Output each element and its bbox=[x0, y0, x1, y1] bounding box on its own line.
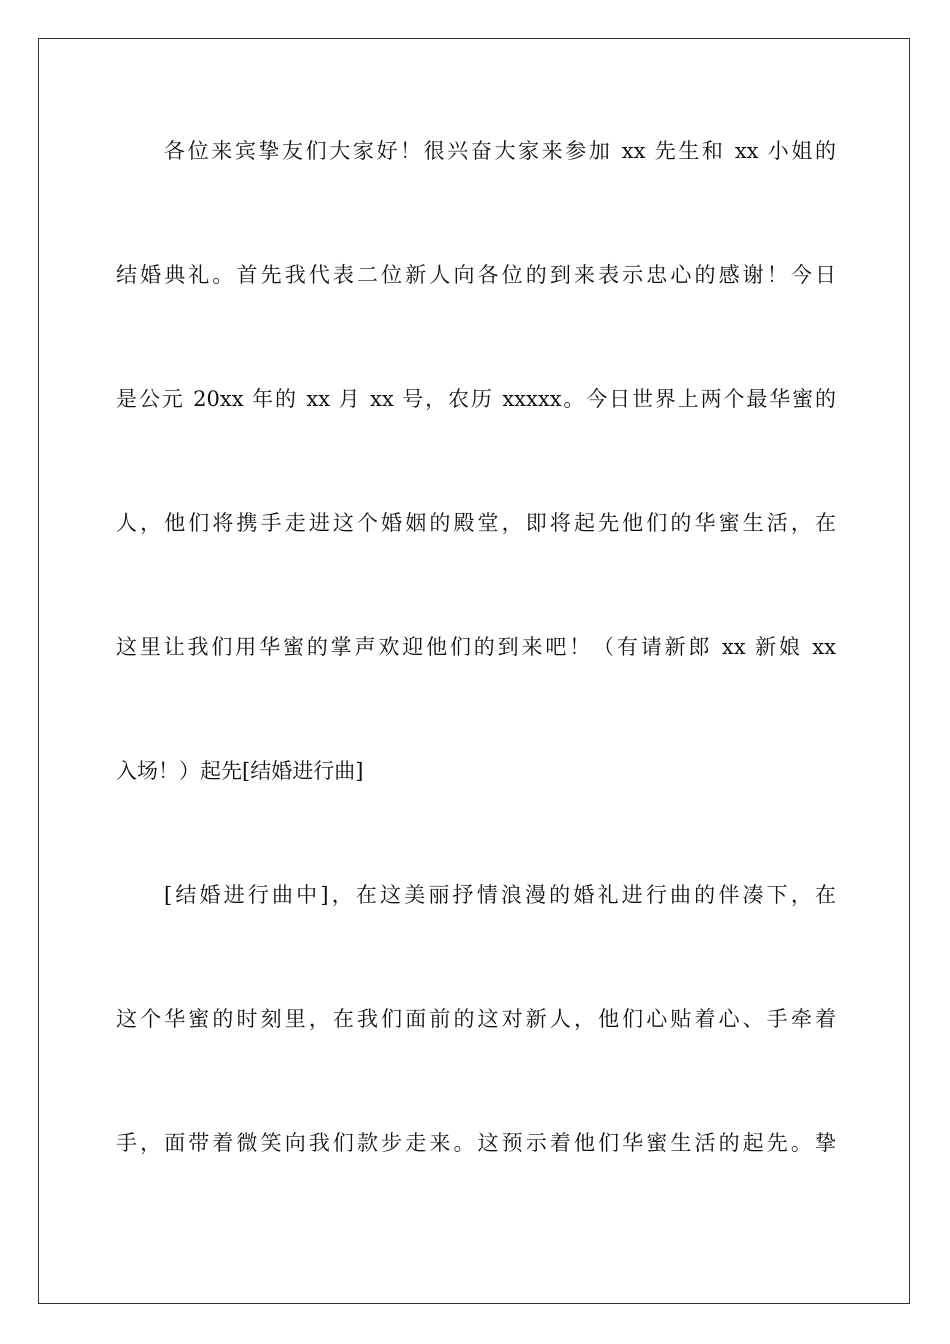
text-line: [结婚进行曲中]，在这美丽抒情浪漫的婚礼进行曲的伴凑下，在 bbox=[164, 883, 836, 907]
text-line: 各位来宾挚友们大家好！很兴奋大家来参加 xx 先生和 xx 小姐的 bbox=[164, 139, 836, 163]
text-line: 是公元 20xx 年的 xx 月 xx 号，农历 xxxxx。今日世界上两个最华蜜的 bbox=[116, 387, 836, 411]
text-line: 这里让我们用华蜜的掌声欢迎他们的到来吧！（有请新郎 xx 新娘 xx bbox=[116, 635, 836, 659]
text-line: 人，他们将携手走进这个婚姻的殿堂，即将起先他们的华蜜生活，在 bbox=[116, 511, 836, 535]
text-line: 这个华蜜的时刻里，在我们面前的这对新人，他们心贴着心、手牵着 bbox=[116, 1007, 836, 1031]
text-line: 入场！）起先[结婚进行曲] bbox=[116, 759, 364, 783]
page-border bbox=[38, 38, 910, 1304]
text-line: 结婚典礼。首先我代表二位新人向各位的到来表示忠心的感谢！今日 bbox=[116, 263, 836, 287]
text-line: 手，面带着微笑向我们款步走来。这预示着他们华蜜生活的起先。挚 bbox=[116, 1131, 836, 1155]
